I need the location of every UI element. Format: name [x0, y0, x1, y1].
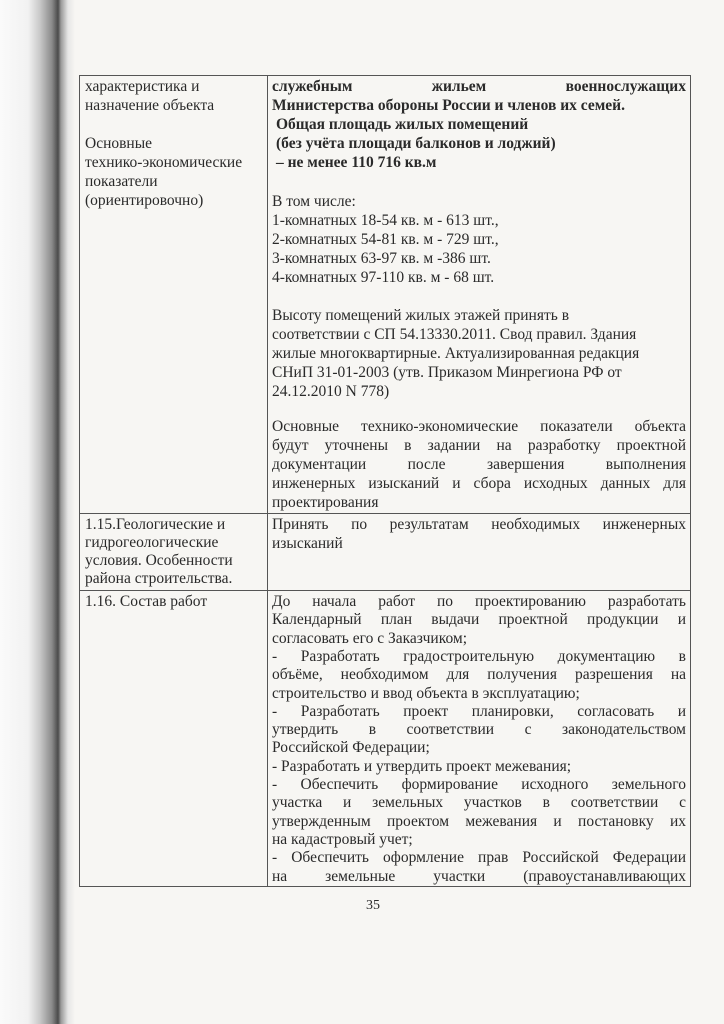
row-label-line: показатели — [85, 173, 158, 190]
row-label-line: Основные — [85, 135, 153, 152]
apartment-type-line: 1-комнатных 18-54 кв. м - 613 шт., — [272, 212, 499, 229]
indicators-note-line: будут уточнены в задании на разработку проектной — [272, 437, 686, 454]
row-divider — [79, 513, 691, 514]
apartment-type-line: 4-комнатных 97-110 кв. м - 68 шт. — [272, 269, 495, 286]
page-number: 35 — [366, 898, 380, 913]
row-label-line: 1.16. Состав работ — [85, 593, 208, 610]
scope-of-work-line: Календарный план выдачи проектной продукции и — [272, 611, 686, 628]
scan-binding-shadow — [0, 0, 75, 1024]
apartment-type-line: 2-комнатных 54-81 кв. м - 729 шт., — [272, 231, 499, 248]
total-area-line: Общая площадь жилых помещений — [276, 116, 529, 133]
height-requirement-line: соответствии с СП 54.13330.2011. Свод правил. Здания — [272, 326, 637, 343]
scope-of-work-line: согласовать его с Заказчиком; — [272, 630, 468, 647]
scope-of-work-line: - Разработать градостроительную документацию в — [272, 648, 686, 665]
apartment-type-line: 3-комнатных 63-97 кв. м -386 шт. — [272, 250, 491, 267]
row-label-line: характеристика и — [85, 78, 200, 95]
indicators-note-line: проектирования — [272, 494, 379, 511]
including-label: В том числе: — [272, 193, 356, 210]
indicators-note-line: инженерных изысканий и сбора исходных данных для — [272, 475, 686, 492]
row-label-line: (ориентировочно) — [85, 192, 204, 209]
row-label-line: 1.15.Геологические и — [85, 516, 226, 533]
scope-of-work-line: - Разработать проект планировки, согласовать и — [272, 703, 686, 720]
scope-of-work-line: объёме, необходимом для получения разрешения на — [272, 666, 686, 683]
total-area-line: служебным жильем военнослужащих — [272, 78, 686, 95]
row-label-line: технико-экономические — [85, 154, 243, 171]
geology-text-line: Принять по результатам необходимых инженерных — [272, 516, 686, 533]
scope-of-work-line: утвердить в соответствии с законодательством — [272, 721, 686, 738]
scope-of-work-line: - Разработать и утвердить проект межевания; — [272, 758, 572, 775]
row-label-line: условия. Особенности — [85, 552, 233, 569]
scope-of-work-line: на земельные участки (правоустанавливающих — [272, 868, 686, 885]
row-label-line: района строительства. — [85, 570, 233, 587]
row-label-line: назначение объекта — [85, 97, 215, 114]
scope-of-work-line: на кадастровый учет; — [272, 831, 413, 848]
scope-of-work-line: утвержденным проектом межевания и постановку их — [272, 813, 686, 830]
row-divider — [79, 590, 691, 591]
row-label-line: гидрогеологические — [85, 534, 219, 551]
height-requirement-line: жилые многоквартирные. Актуализированная редакция — [272, 345, 640, 362]
height-requirement-line: Высоту помещений жилых этажей принять в — [272, 307, 570, 324]
height-requirement-line: 24.12.2010 N 778) — [272, 383, 390, 400]
height-requirement-line: СНиП 31-01-2003 (утв. Приказом Минрегиона РФ от — [272, 364, 622, 381]
scope-of-work-line: - Обеспечить оформление прав Российской Федерации — [272, 849, 686, 866]
total-area-line: Министерства обороны России и членов их семей. — [272, 97, 625, 114]
indicators-note-line: документации после завершения выполнения — [272, 456, 686, 473]
scope-of-work-line: участка и земельных участков в соответствии с — [272, 794, 686, 811]
total-area-line: – не менее 110 716 кв.м — [276, 154, 437, 171]
indicators-note-line: Основные технико-экономические показатели объекта — [272, 418, 686, 435]
column-divider — [267, 75, 268, 887]
scope-of-work-line: - Обеспечить формирование исходного земельного — [272, 776, 686, 793]
scope-of-work-line: строительство и ввод объекта в эксплуатацию; — [272, 685, 580, 702]
scope-of-work-line: Российской Федерации; — [272, 739, 430, 756]
scope-of-work-line: До начала работ по проектированию разработать — [272, 593, 686, 610]
geology-text-line: изысканий — [272, 535, 343, 552]
total-area-line: (без учёта площади балконов и лоджий) — [276, 135, 556, 152]
